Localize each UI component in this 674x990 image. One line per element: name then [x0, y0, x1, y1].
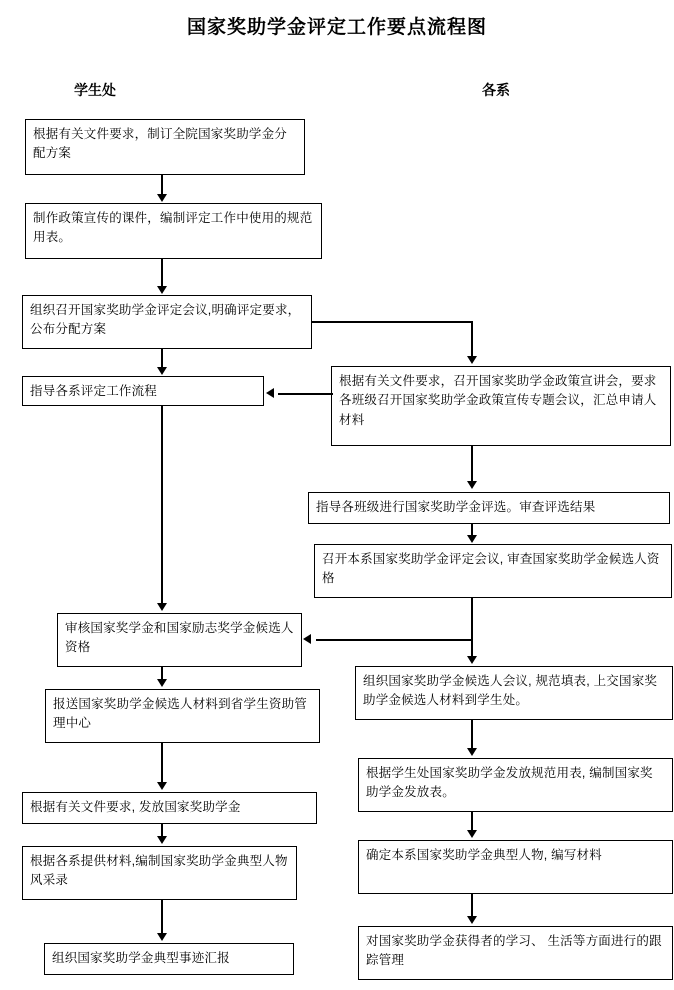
node-r6[interactable]: 确定本系国家奖助学金典型人物, 编写材料: [358, 840, 673, 894]
node-r4[interactable]: 组织国家奖助学金候选人会议, 规范填表, 上交国家奖助学金候选人材料到学生处。: [355, 666, 673, 720]
edge-l1-l2: [161, 175, 163, 195]
node-l5[interactable]: 审核国家奖学金和国家励志奖学金候选人资格: [57, 613, 302, 667]
arrowhead-r4-r5: [467, 748, 477, 756]
node-l6[interactable]: 报送国家奖助学金候选人材料到省学生资助管理中心: [45, 689, 320, 743]
edge-l2-l3: [161, 259, 163, 287]
node-l2[interactable]: 制作政策宣传的课件，编制评定工作中使用的规范用表。: [25, 203, 322, 259]
node-r7[interactable]: 对国家奖助学金获得者的学习、 生活等方面进行的跟踪管理: [358, 926, 673, 980]
page-title: 国家奖助学金评定工作要点流程图: [186, 17, 487, 38]
node-l1[interactable]: 根据有关文件要求，制订全院国家奖助学金分配方案: [25, 119, 305, 175]
node-l7[interactable]: 根据有关文件要求, 发放国家奖助学金: [22, 792, 317, 824]
arrowhead-l3-l4: [157, 367, 167, 375]
edge-l7-l8: [161, 824, 163, 836]
edge-l3-l4: [161, 349, 163, 368]
arrowhead-l2-l3: [157, 286, 167, 294]
edge-r6-r7: [471, 894, 473, 916]
arrowhead-l3-r1: [467, 356, 477, 364]
node-l9[interactable]: 组织国家奖助学金典型事迹汇报: [44, 943, 294, 975]
arrowhead-l7-l8: [157, 836, 167, 844]
edge-r1-r2: [471, 446, 473, 482]
arrowhead-l8-l9: [157, 933, 167, 941]
arrowhead-r6-r7: [467, 916, 477, 924]
edge-r3-l5-vertical: [471, 598, 473, 640]
node-l4[interactable]: 指导各系评定工作流程: [22, 376, 264, 406]
column-header-departments: 各系: [482, 82, 510, 98]
node-l8[interactable]: 根据各系提供材料,编制国家奖助学金典型人物风采录: [22, 846, 297, 900]
arrowhead-r2-r3: [467, 535, 477, 543]
node-l3[interactable]: 组织召开国家奖助学金评定会议,明确评定要求，公布分配方案: [22, 295, 312, 349]
arrowhead-l1-l2: [157, 194, 167, 202]
node-r5[interactable]: 根据学生处国家奖助学金发放规范用表, 编制国家奖助学金发放表。: [358, 758, 673, 812]
edge-r1-l4-horizontal: [278, 393, 333, 395]
arrowhead-l4-l5: [157, 603, 167, 611]
edge-l5-r4-vertical: [471, 640, 473, 657]
arrowhead-l5-r4: [467, 656, 477, 664]
node-r2[interactable]: 指导各班级进行国家奖助学金评选。审查评选结果: [308, 492, 670, 524]
arrowhead-r3-l5: [303, 634, 311, 644]
edge-l8-l9: [161, 900, 163, 933]
column-header-student-affairs: 学生处: [74, 82, 116, 98]
arrowhead-r1-r2: [467, 481, 477, 489]
arrowhead-l6-l7: [157, 782, 167, 790]
edge-r4-r5: [471, 720, 473, 748]
edge-r2-r3: [471, 524, 473, 535]
edge-l3-r1-vertical: [471, 321, 473, 357]
arrowhead-r1-l4: [266, 388, 274, 398]
arrowhead-l5-l6: [157, 679, 167, 687]
edge-l4-l5: [161, 406, 163, 604]
edge-l3-r1-horizontal: [312, 321, 472, 323]
node-r1[interactable]: 根据有关文件要求，召开国家奖助学金政策宣讲会，要求各班级召开国家奖助学金政策宣传专题会议，汇总申请人材料: [331, 366, 671, 446]
edge-r3-l5-horizontal: [316, 639, 473, 641]
edge-r5-r6: [471, 812, 473, 830]
edge-l6-l7: [161, 743, 163, 782]
arrowhead-r5-r6: [467, 830, 477, 838]
node-r3[interactable]: 召开本系国家奖助学金评定会议, 审查国家奖助学金候选人资格: [314, 544, 672, 598]
